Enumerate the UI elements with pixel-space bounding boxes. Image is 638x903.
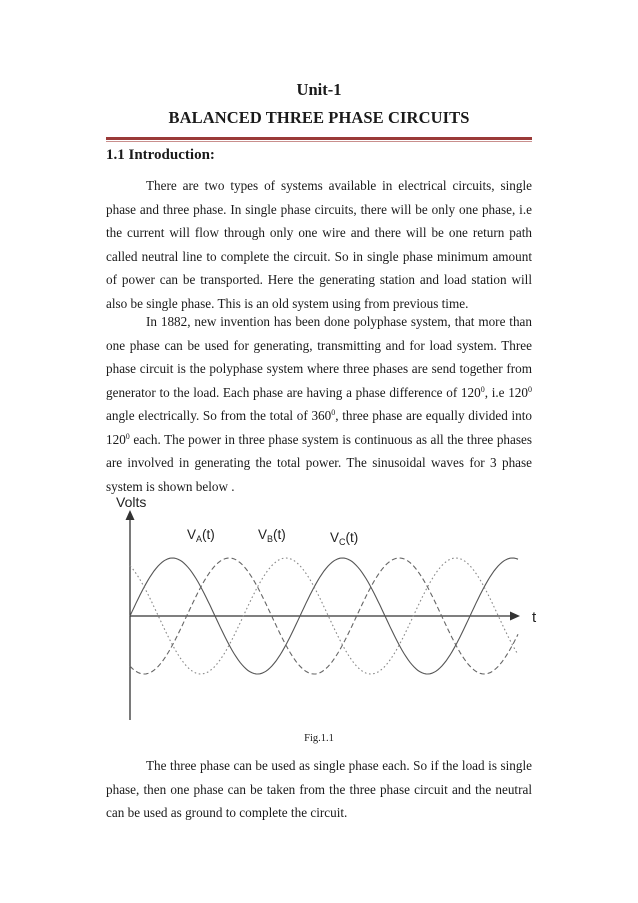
series-label-va: $V_A(t)$ — [187, 527, 215, 544]
y-axis-label: Volts — [116, 494, 147, 510]
chapter-title: BALANCED THREE PHASE CIRCUITS — [168, 108, 470, 127]
superscript: 0 — [527, 384, 532, 394]
x-axis-label: t — [532, 609, 537, 626]
paragraph-polyphase-text-a: In 1882, new invention has been done polyphase system, that more than one phase can be used for generating, transmitting and for load system. Three phase circuit is the polyphase system where three phases are send together from generator to the load. Each phase are having a phase difference of 120 — [106, 314, 532, 400]
superscript: 0 — [480, 384, 485, 394]
title-rule — [106, 137, 532, 140]
paragraph-polyphase-text-d: , three phase are equally divided into 120 — [106, 408, 532, 447]
paragraph-single-phase-use-text: The three phase can be used as single phase each. So if the load is single phase, then one phase can be taken from the three phase circuit and the neutral can be used as ground to complete the circuit. — [106, 758, 532, 820]
unit-heading: Unit-1 — [296, 80, 342, 99]
three-phase-waveform-figure — [110, 488, 550, 738]
paragraph-polyphase — [106, 310, 532, 498]
title-rule-thin — [106, 141, 532, 142]
paragraph-intro — [106, 174, 532, 315]
paragraph-intro-text: There are two types of systems available in electrical circuits, single phase and three phase. In single phase circuits, there will be only one phase, i.e the current will flow through only one wire and there will be one return path called neutral line to complete the circuit. So in single phase minimum amount of power can be transported. Here the generating station and load station will also be single phase. This is an old system using from previous time. — [106, 178, 532, 311]
section-heading: 1.1 Introduction: — [106, 147, 215, 163]
paragraph-polyphase-text-e: each. The power in three phase system is continuous as all the three phases are involved in generating the total power. The sinusoidal waves for 3 phase system is shown below . — [106, 431, 532, 494]
superscript: 0 — [125, 431, 130, 441]
x-axis-arrow — [510, 612, 520, 621]
figure-caption: Fig.1.1 — [304, 733, 334, 744]
superscript: 0 — [331, 408, 336, 417]
paragraph-polyphase-text-c: angle electrically. So from the total of 360 — [106, 408, 332, 423]
series-label-vb: $V_B(t)$ — [258, 527, 286, 544]
paragraph-polyphase-text-b: , i.e 120 — [484, 384, 528, 400]
paragraph-single-phase-use — [106, 754, 532, 825]
series-label-vc: $V_C(t)$ — [330, 530, 359, 547]
y-axis-arrow — [126, 510, 135, 520]
